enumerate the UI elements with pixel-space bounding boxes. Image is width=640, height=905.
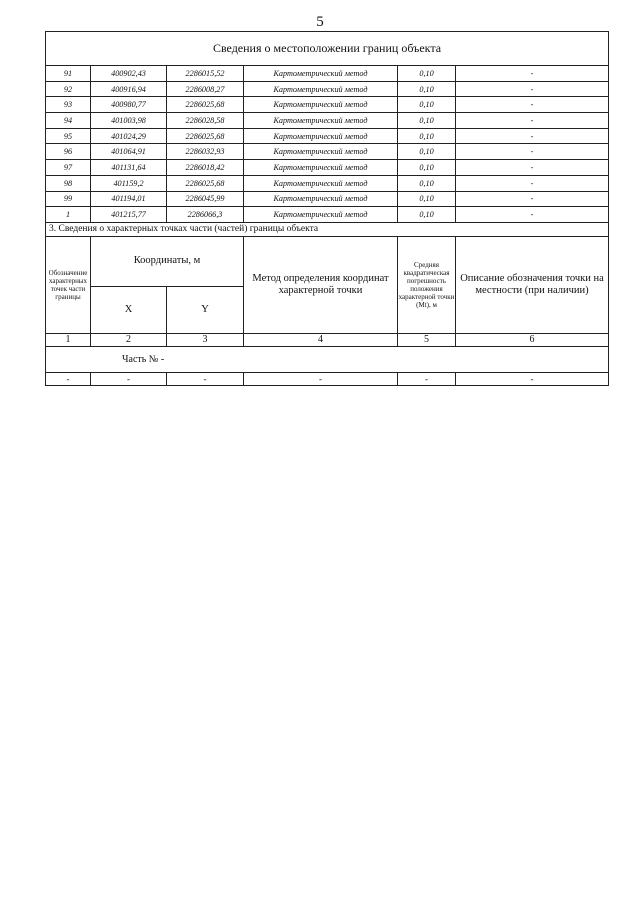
- method-cell: Картометрический метод: [244, 81, 398, 97]
- designation-header: Обозначение характерных точек части границы: [46, 236, 91, 333]
- page-number: 5: [316, 14, 324, 30]
- point-number: 96: [46, 144, 91, 160]
- table-row: [46, 81, 609, 97]
- point-number: 94: [46, 113, 91, 129]
- y-header: Y: [167, 286, 244, 333]
- coord-y: 2286015,52: [167, 66, 244, 82]
- method-cell: Картометрический метод: [244, 160, 398, 176]
- table-row: [46, 66, 609, 82]
- column-number: 6: [456, 333, 609, 346]
- precision-cell: 0,10: [398, 175, 456, 191]
- empty-cell: -: [91, 372, 167, 385]
- header-row-1: [46, 236, 609, 286]
- precision-cell: 0,10: [398, 144, 456, 160]
- point-number: 98: [46, 175, 91, 191]
- coord-x: 401064,91: [91, 144, 167, 160]
- precision-cell: 0,10: [398, 160, 456, 176]
- point-number: 97: [46, 160, 91, 176]
- precision-cell: 0,10: [398, 207, 456, 223]
- point-number: 91: [46, 66, 91, 82]
- point-number: 93: [46, 97, 91, 113]
- description-cell: -: [456, 160, 609, 176]
- coord-y: 2286025,68: [167, 175, 244, 191]
- point-number: 95: [46, 128, 91, 144]
- coord-x: 401131,64: [91, 160, 167, 176]
- column-number: 4: [244, 333, 398, 346]
- point-number: 92: [46, 81, 91, 97]
- section2-title-row: [46, 32, 609, 66]
- precision-cell: 0,10: [398, 81, 456, 97]
- description-cell: -: [456, 207, 609, 223]
- coord-x: 401159,2: [91, 175, 167, 191]
- method-cell: Картометрический метод: [244, 144, 398, 160]
- description-header: Описание обозначения точки на местности (при наличии): [456, 236, 609, 333]
- section2-title: Сведения о местоположении границ объекта: [46, 32, 609, 66]
- table-row: [46, 191, 609, 207]
- method-cell: Картометрический метод: [244, 207, 398, 223]
- coord-y: 2286018,42: [167, 160, 244, 176]
- method-header: Метод определения координат характерной точки: [244, 236, 398, 333]
- coord-y: 2286032,93: [167, 144, 244, 160]
- empty-cell: -: [398, 372, 456, 385]
- column-number: 2: [91, 333, 167, 346]
- method-cell: Картометрический метод: [244, 66, 398, 82]
- table-row: [46, 144, 609, 160]
- coord-y: 2286008,27: [167, 81, 244, 97]
- table-row: [46, 97, 609, 113]
- column-number-row: [46, 333, 609, 346]
- empty-cell: -: [167, 372, 244, 385]
- column-number: 3: [167, 333, 244, 346]
- coord-x: 400916,94: [91, 81, 167, 97]
- point-number: 1: [46, 207, 91, 223]
- description-cell: -: [456, 191, 609, 207]
- column-number: 1: [46, 333, 91, 346]
- coordinates-header: Координаты, м: [91, 236, 244, 286]
- description-cell: -: [456, 66, 609, 82]
- method-cell: Картометрический метод: [244, 191, 398, 207]
- empty-cell: -: [46, 372, 91, 385]
- coord-y: 2286045,99: [167, 191, 244, 207]
- coord-x: 401215,77: [91, 207, 167, 223]
- coord-y: 2286025,68: [167, 97, 244, 113]
- coord-x: 401024,29: [91, 128, 167, 144]
- coord-x: 401003,98: [91, 113, 167, 129]
- method-cell: Картометрический метод: [244, 175, 398, 191]
- coord-y: 2286028,58: [167, 113, 244, 129]
- point-number: 99: [46, 191, 91, 207]
- empty-part-row: [46, 372, 609, 385]
- description-cell: -: [456, 144, 609, 160]
- method-cell: Картометрический метод: [244, 97, 398, 113]
- coord-x: 401194,01: [91, 191, 167, 207]
- boundary-table: [45, 31, 609, 386]
- table-row: [46, 160, 609, 176]
- coord-y: 2286025,68: [167, 128, 244, 144]
- precision-cell: 0,10: [398, 113, 456, 129]
- part-label: Часть № -: [46, 346, 609, 372]
- method-cell: Картометрический метод: [244, 128, 398, 144]
- coord-y: 2286066,3: [167, 207, 244, 223]
- part-row: [46, 346, 609, 372]
- table-row: [46, 113, 609, 129]
- table-row: [46, 128, 609, 144]
- column-number: 5: [398, 333, 456, 346]
- description-cell: -: [456, 128, 609, 144]
- precision-cell: 0,10: [398, 66, 456, 82]
- description-cell: -: [456, 175, 609, 191]
- description-cell: -: [456, 113, 609, 129]
- empty-cell: -: [456, 372, 609, 385]
- method-cell: Картометрический метод: [244, 113, 398, 129]
- x-header: X: [91, 286, 167, 333]
- empty-cell: -: [244, 372, 398, 385]
- description-cell: -: [456, 97, 609, 113]
- description-cell: -: [456, 81, 609, 97]
- precision-cell: 0,10: [398, 191, 456, 207]
- table-row: [46, 175, 609, 191]
- table-row: [46, 207, 609, 223]
- precision-cell: 0,10: [398, 128, 456, 144]
- section3-title: 3. Сведения о характерных точках части (частей) границы объекта: [46, 222, 609, 236]
- section3-title-row: [46, 222, 609, 236]
- precision-header: Средняя квадратическая погрешность положения характерной точки (Мt), м: [398, 236, 456, 333]
- coord-x: 400980,77: [91, 97, 167, 113]
- precision-cell: 0,10: [398, 97, 456, 113]
- coord-x: 400902,43: [91, 66, 167, 82]
